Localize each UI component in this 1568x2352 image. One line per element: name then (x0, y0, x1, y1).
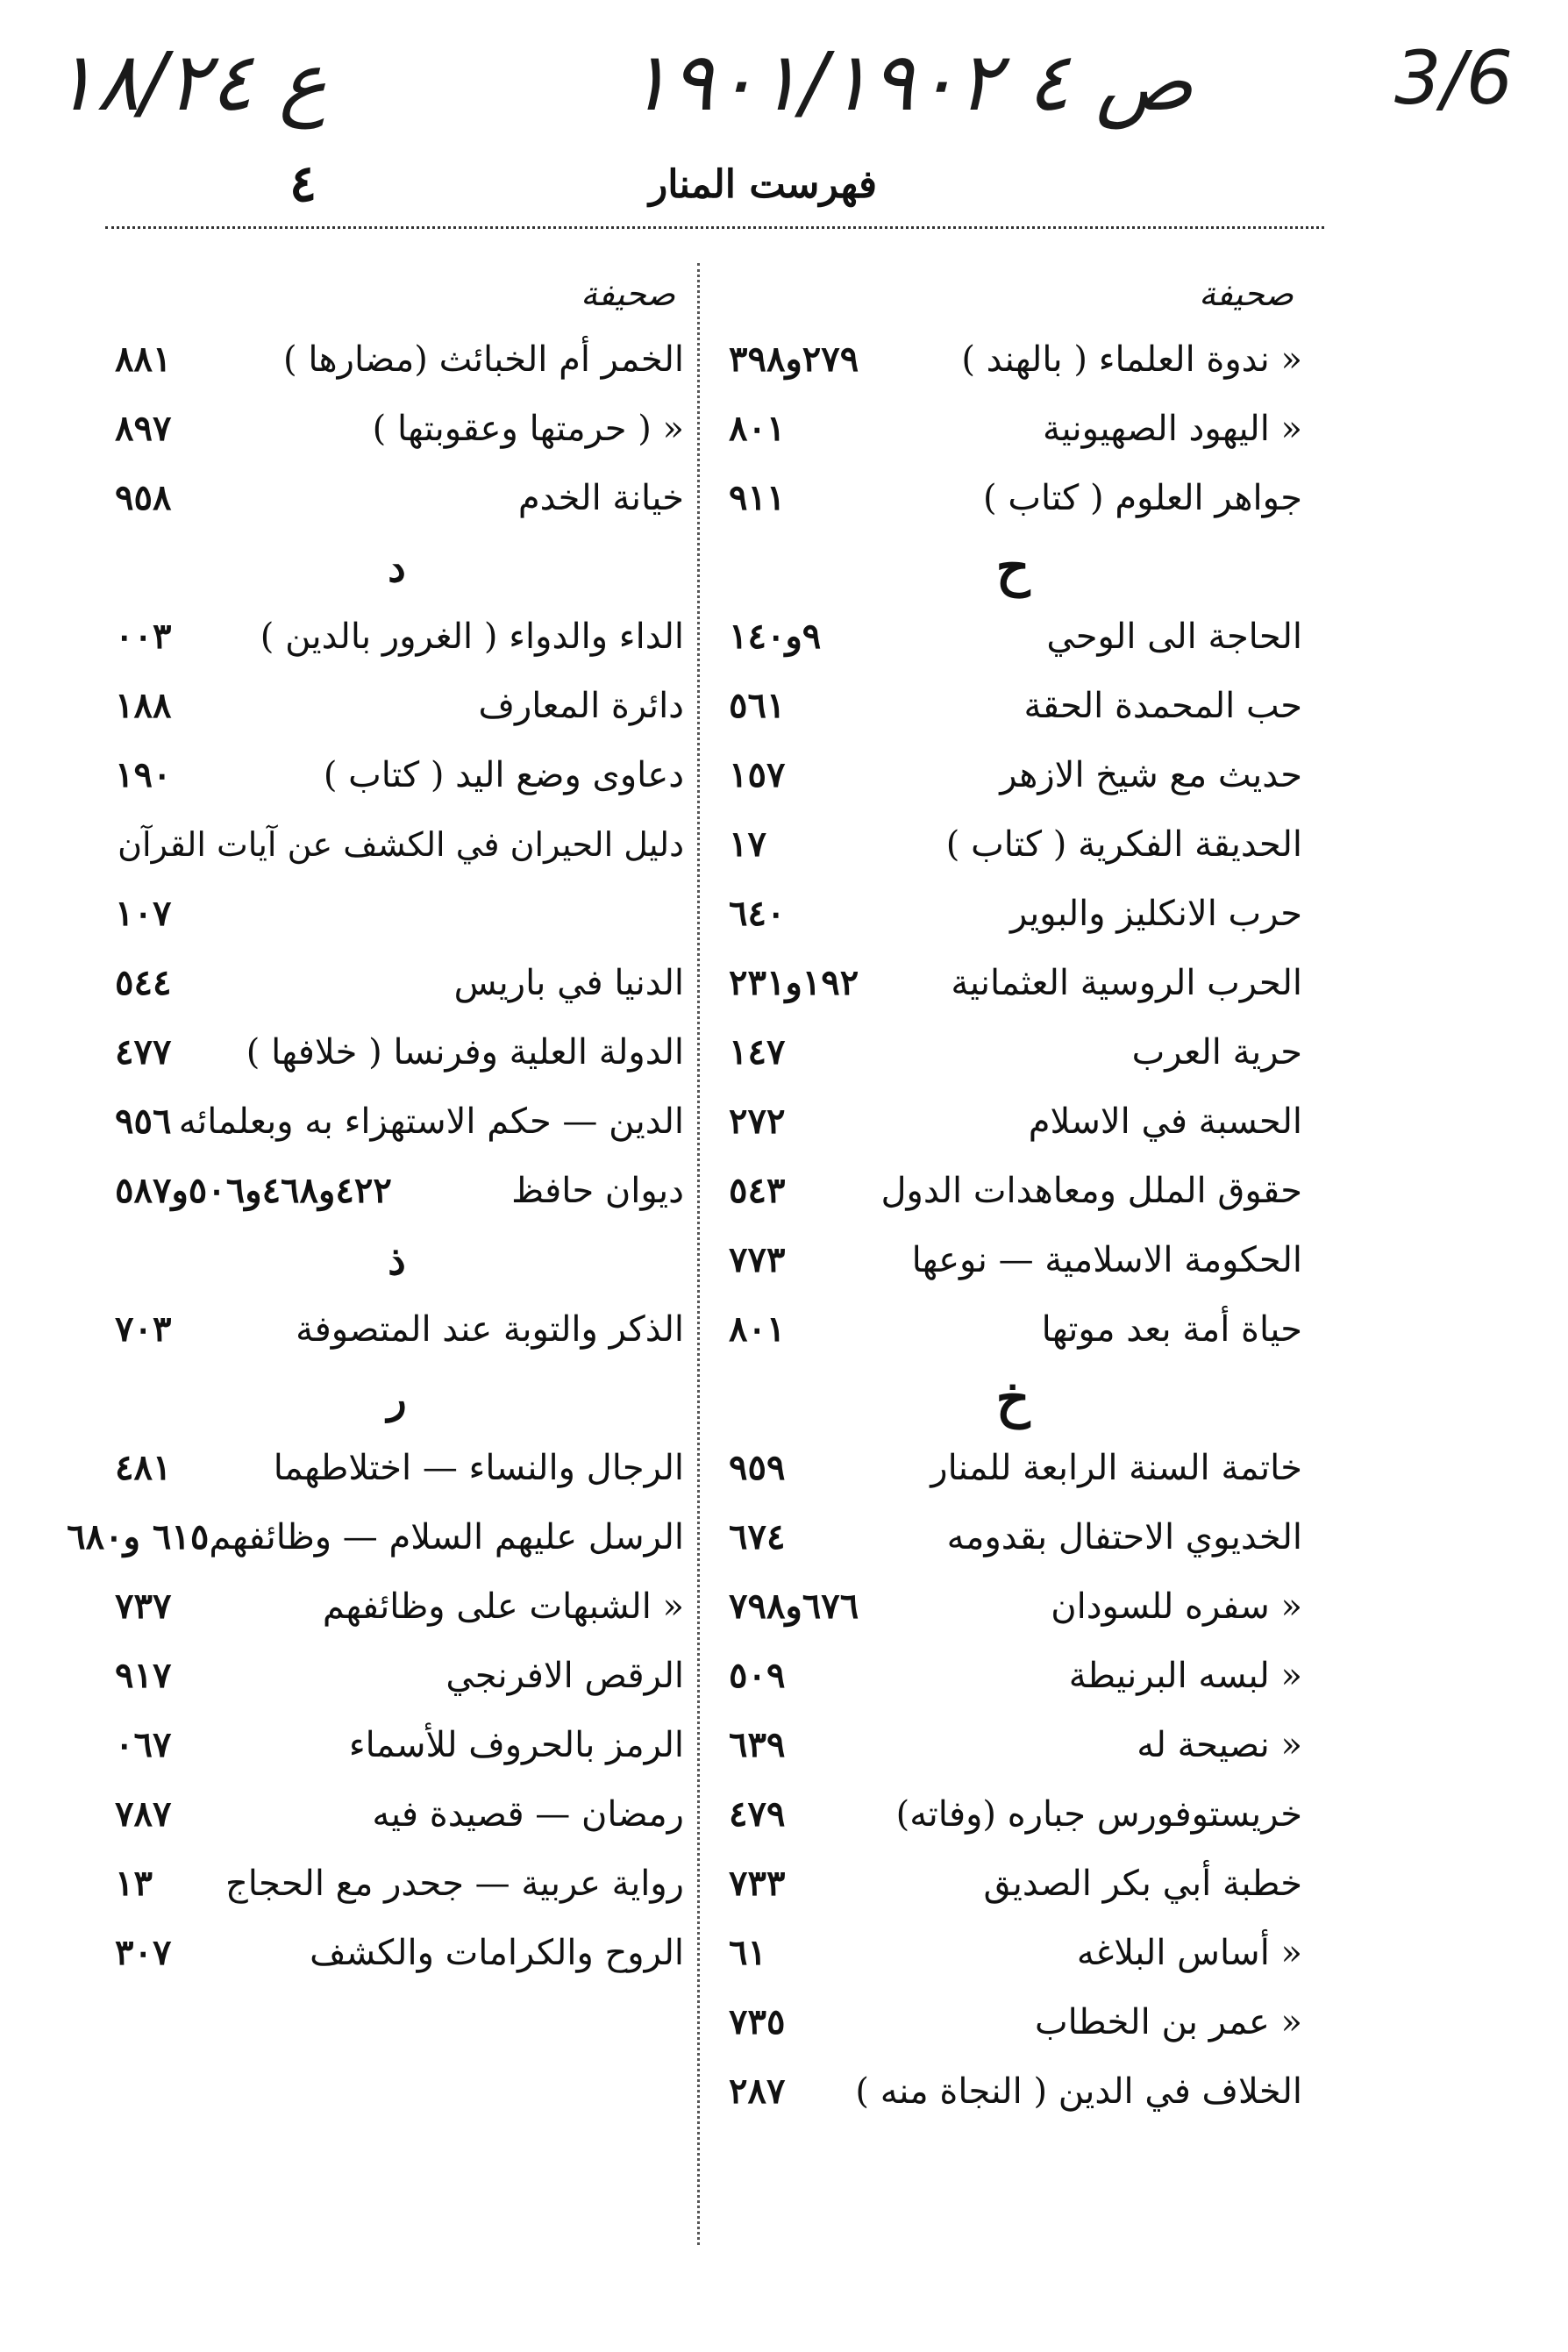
index-entry (723, 1710, 1302, 1779)
index-entry (67, 1502, 684, 1572)
entry-title: « الشبهات على وظائفهم (322, 1586, 684, 1627)
entry-title: الرسل عليهم السلام — وظائفهم (209, 1516, 684, 1557)
entry-title: الحرب الروسية العثمانية (951, 962, 1302, 1003)
index-entry (723, 324, 1302, 394)
index-entry (110, 809, 684, 879)
index-entry (110, 1710, 684, 1779)
entry-title: الخمر أم الخبائث (مضارها ) (283, 339, 684, 380)
page-title: فهرست المنار (649, 162, 877, 207)
entry-title: ذ (388, 1236, 406, 1284)
entry-title: دائرة المعارف (478, 685, 684, 726)
entry-title: « لبسه البرنيطة (1068, 1655, 1302, 1696)
entry-title: الخلاف في الدين ( النجاة منه ) (855, 2070, 1302, 2112)
entry-title: الحاجة الى الوحي (1046, 616, 1302, 657)
index-entry (110, 1156, 684, 1225)
handwritten-note-middle: ص ٤ ١٩٠١/١٩٠٢ (627, 35, 1194, 129)
page-header (105, 153, 1324, 224)
index-entry (110, 1294, 684, 1364)
entry-title: الدنيا في باريس (453, 962, 684, 1003)
entry-title: الروح والكرامات والكشف (310, 1932, 684, 1973)
section-letter (110, 532, 684, 602)
entry-page-number: ٦١٥ و٦٨٠ (67, 1516, 210, 1557)
section-letter (110, 1225, 684, 1294)
index-entry (723, 1502, 1302, 1572)
entry-page-number: ٧٠٣ (115, 1308, 172, 1350)
index-entry (723, 809, 1302, 879)
header-divider (105, 226, 1324, 229)
index-entry (110, 948, 684, 1017)
entry-page-number: ٥٤٣ (729, 1170, 786, 1211)
index-entry (110, 602, 684, 671)
entry-title: حب المحمدة الحقة (1023, 685, 1302, 726)
entry-title: خاتمة السنة الرابعة للمنار (930, 1447, 1302, 1488)
index-entry (110, 1017, 684, 1087)
entry-page-number: ٧٣٧ (115, 1586, 172, 1627)
index-entry (723, 394, 1302, 463)
entry-title: خريستوفورس جباره (وفاته) (895, 1793, 1302, 1835)
entry-title: حياة أمة بعد موتها (1041, 1308, 1302, 1350)
entry-page-number: ١٧ (729, 823, 766, 865)
entry-page-number: ٠٠٣ (115, 616, 172, 657)
entry-page-number: ٧٣٥ (729, 2001, 786, 2042)
index-entry (110, 1433, 684, 1502)
entry-title: « اليهود الصهيونية (1043, 408, 1302, 449)
entry-page-number: ١٩٢و٢٣١ (729, 962, 859, 1003)
index-entry (723, 1156, 1302, 1225)
index-entry (723, 879, 1302, 948)
entry-title: حرية العرب (1131, 1031, 1302, 1073)
entry-page-number: ٢٧٢ (729, 1101, 786, 1142)
index-entry (723, 2056, 1302, 2126)
entry-page-number: ٦١ (729, 1932, 766, 1973)
entry-page-number: ٩٥٨ (115, 477, 172, 518)
entry-page-number: ٨٠١ (729, 1308, 786, 1350)
index-entry (723, 1017, 1302, 1087)
entry-title: الذكر والتوبة عند المتصوفة (296, 1308, 684, 1350)
entry-title: الرقص الافرنجي (445, 1655, 684, 1696)
index-entry (723, 740, 1302, 809)
index-entry (723, 602, 1302, 671)
handwritten-note-right: 3/6 (1394, 35, 1514, 121)
entry-title: « أساس البلاغه (1076, 1932, 1302, 1973)
index-entry (110, 324, 684, 394)
entry-title: الحديقة الفكرية ( كتاب ) (945, 823, 1302, 865)
index-entry (110, 463, 684, 532)
entry-page-number: ٨٠١ (729, 408, 786, 449)
entry-title: دليل الحيران في الكشف عن آيات القرآن (118, 824, 684, 864)
index-entry (110, 394, 684, 463)
column-divider (697, 263, 700, 2245)
entry-page-number: ١٤٧ (729, 1031, 786, 1073)
index-entry (110, 1641, 684, 1710)
index-entry (110, 1918, 684, 1987)
entry-title: ر (387, 1374, 407, 1422)
entry-title: « نصيحة له (1137, 1724, 1302, 1765)
entry-title: جواهر العلوم ( كتاب ) (983, 477, 1302, 518)
index-entry (723, 1294, 1302, 1364)
entry-page-number: ١٩٠ (115, 754, 172, 795)
entry-page-number: ٤٨١ (115, 1447, 172, 1488)
entry-list (723, 324, 1302, 2126)
entry-page-number: ٨٩٧ (115, 408, 172, 449)
index-entry (723, 1779, 1302, 1849)
entry-page-number: ٩١١ (729, 477, 786, 518)
entry-title: ديوان حافظ (511, 1170, 684, 1211)
entry-list (67, 324, 684, 1987)
index-entry (110, 671, 684, 740)
entry-title: خيانة الخدم (517, 477, 684, 518)
entry-page-number: ٢٧٩و٣٩٨ (729, 339, 859, 380)
entry-page-number: ٦٤٠ (729, 893, 786, 934)
page-number: ٤ (289, 153, 317, 213)
entry-title: الحكومة الاسلامية — نوعها (911, 1239, 1302, 1280)
entry-title: ح (995, 536, 1030, 598)
entry-page-number: ٣٠٧ (115, 1932, 172, 1973)
entry-page-number: ٥٠٩ (729, 1655, 786, 1696)
entry-title: حديث مع شيخ الازهر (1000, 754, 1302, 795)
index-entry (110, 1087, 684, 1156)
index-entry (723, 1849, 1302, 1918)
entry-page-number: ٥٤٤ (115, 962, 172, 1003)
entry-page-number: ٤٧٩ (729, 1793, 786, 1835)
entry-page-number: ٤٢٢و٤٦٨و٥٠٦و٥٨٧ (115, 1170, 392, 1211)
entry-title: الدين — حكم الاستهزاء به وبعلمائه (178, 1101, 684, 1142)
entry-page-number: ٧٧٣ (729, 1239, 786, 1280)
entry-page-number: ٦٧٤ (729, 1516, 786, 1557)
index-entry (723, 463, 1302, 532)
entry-title: د (388, 543, 406, 591)
column-heading: صحيفة (581, 274, 675, 313)
section-letter (723, 532, 1302, 602)
entry-page-number: ١٣ (115, 1863, 153, 1904)
index-entry (723, 1918, 1302, 1987)
index-entry (110, 879, 684, 948)
entry-page-number: ٤٧٧ (115, 1031, 172, 1073)
entry-page-number: ٩٥٩ (729, 1447, 786, 1488)
entry-page-number: ٥٦١ (729, 685, 786, 726)
entry-title: « عمر بن الخطاب (1034, 2001, 1302, 2042)
entry-title: رمضان — قصيدة فيه (372, 1793, 684, 1835)
entry-title: الداء والدواء ( الغرور بالدين ) (260, 616, 684, 657)
entry-page-number: ٨٨١ (115, 339, 172, 380)
handwritten-note-left: ع ١٨/٢٤ (53, 35, 327, 129)
entry-title: حقوق الملل ومعاهدات الدول (880, 1170, 1302, 1211)
entry-title: « ندوة العلماء ( بالهند ) (961, 339, 1302, 380)
index-entry (110, 740, 684, 809)
index-entry (723, 1641, 1302, 1710)
index-entry (110, 1779, 684, 1849)
section-letter (110, 1364, 684, 1433)
entry-page-number: ١٠٧ (115, 893, 172, 934)
index-entry (723, 1087, 1302, 1156)
entry-page-number: ٢٨٧ (729, 2070, 786, 2112)
index-entry (723, 1433, 1302, 1502)
entry-page-number: ٩٥٦ (115, 1101, 172, 1142)
index-entry (110, 1849, 684, 1918)
index-entry (723, 1225, 1302, 1294)
entry-page-number: ١٨٨ (115, 685, 172, 726)
index-entry (723, 948, 1302, 1017)
entry-page-number: ٧٣٣ (729, 1863, 786, 1904)
entry-title: الخديوي الاحتفال بقدومه (946, 1516, 1302, 1557)
entry-title: حرب الانكليز والبوير (1010, 893, 1302, 934)
entry-page-number: ٩و١٤٠ (729, 616, 822, 657)
entry-page-number: ٦٧٦و٧٩٨ (729, 1586, 859, 1627)
entry-title: « ( حرمتها وعقوبتها ) (372, 408, 684, 449)
section-letter (723, 1364, 1302, 1433)
entry-title: « سفره للسودان (1051, 1586, 1302, 1627)
column-heading: صحيفة (1199, 274, 1294, 313)
entry-title: خطبة أبي بكر الصديق (983, 1863, 1302, 1904)
index-column-right (723, 263, 1302, 2126)
entry-page-number: ٩١٧ (115, 1655, 172, 1696)
entry-page-number: ١٥٧ (729, 754, 786, 795)
entry-title: الدولة العلية وفرنسا ( خلافها ) (246, 1031, 684, 1073)
index-entry (723, 1987, 1302, 2056)
index-entry (723, 1572, 1302, 1641)
entry-page-number: ٧٨٧ (115, 1793, 172, 1835)
index-entry (723, 671, 1302, 740)
entry-title: خ (995, 1367, 1030, 1429)
index-column-left (67, 263, 684, 1987)
entry-title: رواية عربية — جحدر مع الحجاج (225, 1863, 684, 1904)
entry-title: الحسبة في الاسلام (1028, 1101, 1302, 1142)
index-entry (110, 1572, 684, 1641)
entry-page-number: ٦٣٩ (729, 1724, 786, 1765)
entry-page-number: ٠٦٧ (115, 1724, 172, 1765)
entry-title: الرجال والنساء — اختلاطهما (273, 1447, 684, 1488)
entry-title: الرمز بالحروف للأسماء (348, 1724, 684, 1765)
entry-title: دعاوى وضع اليد ( كتاب ) (323, 754, 684, 795)
